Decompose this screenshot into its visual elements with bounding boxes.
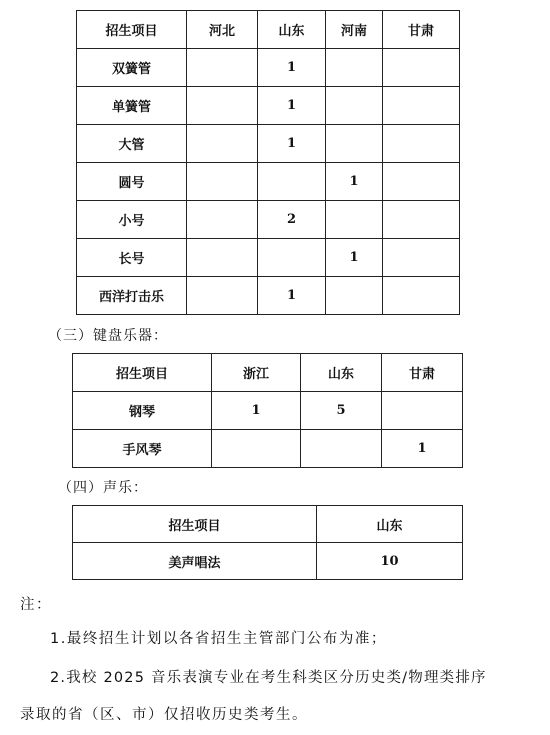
header-cell: 浙江 bbox=[212, 354, 301, 392]
quota-cell: 10 bbox=[317, 543, 463, 580]
table-row bbox=[73, 430, 463, 468]
note-line-1: 1.最终招生计划以各省招生主管部门公布为准； bbox=[50, 631, 387, 647]
header-cell: 招生项目 bbox=[73, 354, 212, 392]
row-label-cell: 大管 bbox=[77, 125, 187, 163]
quota-cell bbox=[187, 163, 258, 201]
quota-cell bbox=[326, 125, 383, 163]
quota-cell bbox=[187, 125, 258, 163]
header-cell: 山东 bbox=[317, 506, 463, 543]
vocal-table bbox=[72, 505, 463, 580]
notes-label: 注： bbox=[20, 597, 52, 613]
quota-cell: 1 bbox=[326, 163, 383, 201]
quota-cell bbox=[187, 49, 258, 87]
header-cell: 山东 bbox=[258, 11, 326, 49]
quota-cell bbox=[383, 277, 460, 315]
quota-cell bbox=[326, 277, 383, 315]
table-row bbox=[73, 543, 463, 580]
header-cell: 甘肃 bbox=[382, 354, 463, 392]
quota-cell bbox=[383, 163, 460, 201]
table-header-row bbox=[77, 11, 460, 49]
row-label-cell: 单簧管 bbox=[77, 87, 187, 125]
quota-cell bbox=[212, 430, 301, 468]
quota-cell bbox=[258, 239, 326, 277]
table-row bbox=[73, 392, 463, 430]
quota-cell: 1 bbox=[212, 392, 301, 430]
table-row bbox=[77, 87, 460, 125]
quota-cell bbox=[326, 49, 383, 87]
row-label-cell: 钢琴 bbox=[73, 392, 212, 430]
header-cell: 河南 bbox=[326, 11, 383, 49]
quota-cell bbox=[383, 87, 460, 125]
header-cell: 山东 bbox=[301, 354, 382, 392]
header-cell: 河北 bbox=[187, 11, 258, 49]
header-cell: 招生项目 bbox=[77, 11, 187, 49]
wind-percussion-table bbox=[76, 10, 460, 315]
quota-cell: 1 bbox=[258, 87, 326, 125]
table-row bbox=[77, 277, 460, 315]
quota-cell bbox=[326, 87, 383, 125]
quota-cell bbox=[383, 49, 460, 87]
table-row bbox=[77, 125, 460, 163]
quota-cell: 1 bbox=[382, 430, 463, 468]
table-header-row bbox=[73, 506, 463, 543]
table-row bbox=[77, 201, 460, 239]
quota-cell: 1 bbox=[258, 49, 326, 87]
row-label-cell: 圆号 bbox=[77, 163, 187, 201]
quota-cell bbox=[187, 239, 258, 277]
row-label-cell: 小号 bbox=[77, 201, 187, 239]
quota-cell bbox=[382, 392, 463, 430]
row-label-cell: 西洋打击乐 bbox=[77, 277, 187, 315]
quota-cell: 1 bbox=[258, 277, 326, 315]
section-keyboard-title: （三）键盘乐器： bbox=[48, 328, 168, 344]
quota-cell bbox=[326, 201, 383, 239]
row-label-cell: 美声唱法 bbox=[73, 543, 317, 580]
quota-cell bbox=[258, 163, 326, 201]
note-line-2-continued: 录取的省（区、市）仅招收历史类考生。 bbox=[20, 707, 308, 723]
header-cell: 甘肃 bbox=[383, 11, 460, 49]
quota-cell bbox=[187, 201, 258, 239]
table-row bbox=[77, 163, 460, 201]
row-label-cell: 手风琴 bbox=[73, 430, 212, 468]
row-label-cell: 长号 bbox=[77, 239, 187, 277]
section-vocal-title: （四）声乐： bbox=[58, 480, 148, 496]
quota-cell: 1 bbox=[326, 239, 383, 277]
quota-cell bbox=[187, 87, 258, 125]
quota-cell: 2 bbox=[258, 201, 326, 239]
row-label-cell: 双簧管 bbox=[77, 49, 187, 87]
table-header-row bbox=[73, 354, 463, 392]
table-row bbox=[77, 49, 460, 87]
keyboard-table bbox=[72, 353, 463, 468]
note-line-2: 2.我校 2025 音乐表演专业在考生科类区分历史类/物理类排序 bbox=[50, 670, 487, 686]
quota-cell bbox=[383, 201, 460, 239]
quota-cell: 5 bbox=[301, 392, 382, 430]
quota-cell bbox=[187, 277, 258, 315]
quota-cell bbox=[383, 239, 460, 277]
quota-cell bbox=[301, 430, 382, 468]
quota-cell bbox=[383, 125, 460, 163]
header-cell: 招生项目 bbox=[73, 506, 317, 543]
quota-cell: 1 bbox=[258, 125, 326, 163]
table-row bbox=[77, 239, 460, 277]
